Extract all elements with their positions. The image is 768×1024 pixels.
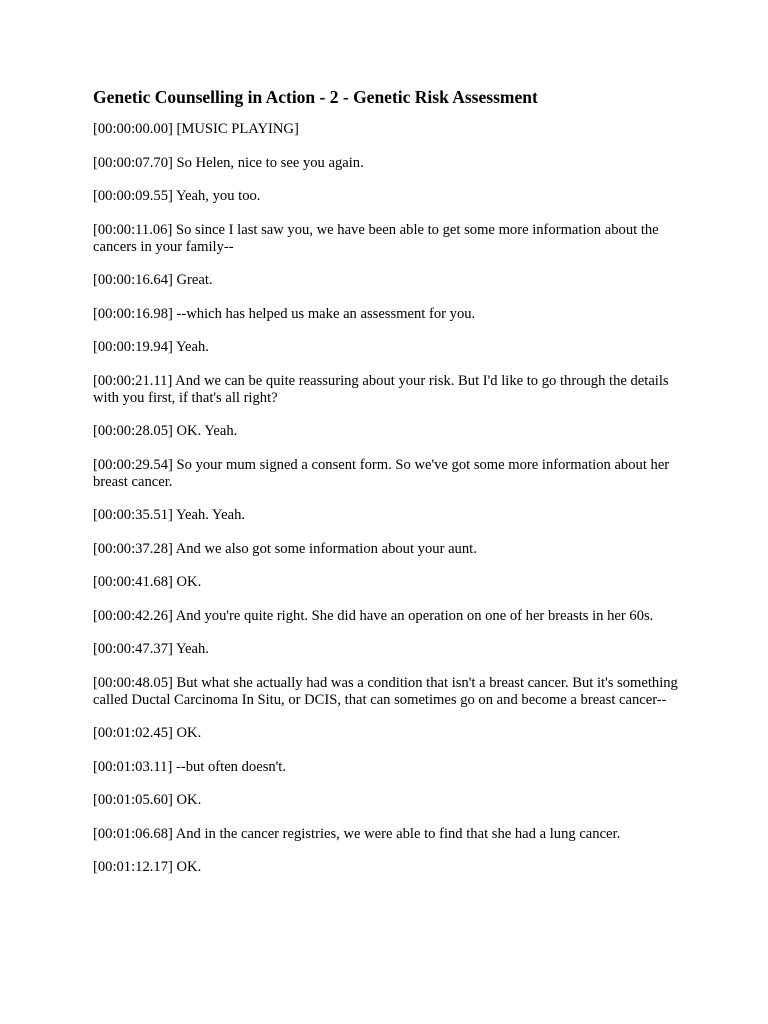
utterance: Yeah.	[175, 641, 209, 657]
timestamp: [00:00:21.11]	[93, 372, 173, 389]
timestamp: [00:00:07.70]	[93, 154, 173, 171]
timestamp: [00:00:00.00]	[93, 121, 173, 137]
document-title: Genetic Counselling in Action - 2 - Genetic Risk Assessment	[93, 87, 538, 107]
utterance: So Helen, nice to see you again.	[176, 154, 364, 171]
utterance: But what she actually had was a condition that isn't a breast cancer. But it's something called Ductal Carcinoma In Situ, or DCIS, that can sometimes go on and become a breast cancer--	[93, 674, 678, 708]
transcript-entry	[93, 792, 685, 809]
transcript-entry	[93, 155, 685, 172]
transcript-entry	[93, 272, 685, 289]
utterance: --but often doesn't.	[175, 758, 286, 775]
transcript-entry	[93, 121, 685, 138]
timestamp: [00:00:42.26]	[93, 607, 173, 624]
utterance: OK. Yeah.	[176, 423, 238, 439]
utterance: [MUSIC PLAYING]	[176, 121, 299, 137]
utterance: --which has helped us make an assessment for you.	[176, 305, 476, 322]
timestamp: [00:00:37.28]	[93, 540, 173, 557]
timestamp: [00:01:05.60]	[93, 792, 173, 808]
transcript-entry	[93, 725, 685, 742]
timestamp: [00:00:28.05]	[93, 423, 173, 439]
transcript-entry	[93, 541, 685, 558]
timestamp: [00:00:29.54]	[93, 456, 173, 473]
transcript-entry	[93, 574, 685, 591]
transcript-entry	[93, 373, 685, 407]
utterance: So your mum signed a consent form. So we've got some more information about her breast cancer.	[93, 456, 670, 490]
transcript-entry	[93, 222, 685, 256]
transcript-entry	[93, 859, 685, 876]
transcript-entry	[93, 759, 685, 776]
transcript-entry	[93, 306, 685, 323]
utterance: Yeah. Yeah.	[175, 507, 246, 523]
transcript-entry	[93, 608, 685, 625]
timestamp: [00:00:48.05]	[93, 674, 173, 691]
utterance: Great.	[176, 272, 213, 288]
transcript-list	[93, 121, 685, 876]
timestamp: [00:00:09.55]	[93, 188, 173, 204]
transcript-entry	[93, 641, 685, 658]
transcript-entry	[93, 826, 685, 843]
utterance: OK.	[176, 859, 202, 875]
timestamp: [00:00:47.37]	[93, 641, 173, 657]
utterance: And we also got some information about your aunt.	[175, 540, 477, 557]
timestamp: [00:00:16.64]	[93, 272, 173, 288]
timestamp: [00:00:11.06]	[93, 221, 173, 238]
transcript-entry	[93, 507, 685, 524]
timestamp: [00:01:06.68]	[93, 825, 173, 842]
timestamp: [00:00:41.68]	[93, 574, 173, 590]
timestamp: [00:01:03.11]	[93, 758, 173, 775]
utterance: OK.	[176, 574, 202, 590]
utterance: Yeah.	[175, 339, 209, 355]
utterance: OK.	[176, 792, 202, 808]
timestamp: [00:00:16.98]	[93, 305, 173, 322]
transcript-entry	[93, 339, 685, 356]
timestamp: [00:00:19.94]	[93, 339, 173, 355]
timestamp: [00:01:02.45]	[93, 725, 173, 741]
transcript-entry	[93, 457, 685, 491]
utterance: And in the cancer registries, we were able to find that she had a lung cancer.	[175, 825, 621, 842]
transcript-entry	[93, 423, 685, 440]
timestamp: [00:00:35.51]	[93, 507, 173, 523]
utterance: Yeah, you too.	[175, 188, 261, 204]
utterance: OK.	[176, 725, 202, 741]
transcript-entry	[93, 675, 685, 709]
utterance: And you're quite right. She did have an operation on one of her breasts in her 60s.	[175, 607, 654, 624]
utterance: And we can be quite reassuring about your risk. But I'd like to go through the details with you first, if that's all right?	[93, 372, 669, 406]
document-content	[93, 86, 685, 893]
timestamp: [00:01:12.17]	[93, 859, 173, 875]
utterance: So since I last saw you, we have been able to get some more information about the cancers in your family--	[93, 221, 659, 255]
transcript-entry	[93, 188, 685, 205]
